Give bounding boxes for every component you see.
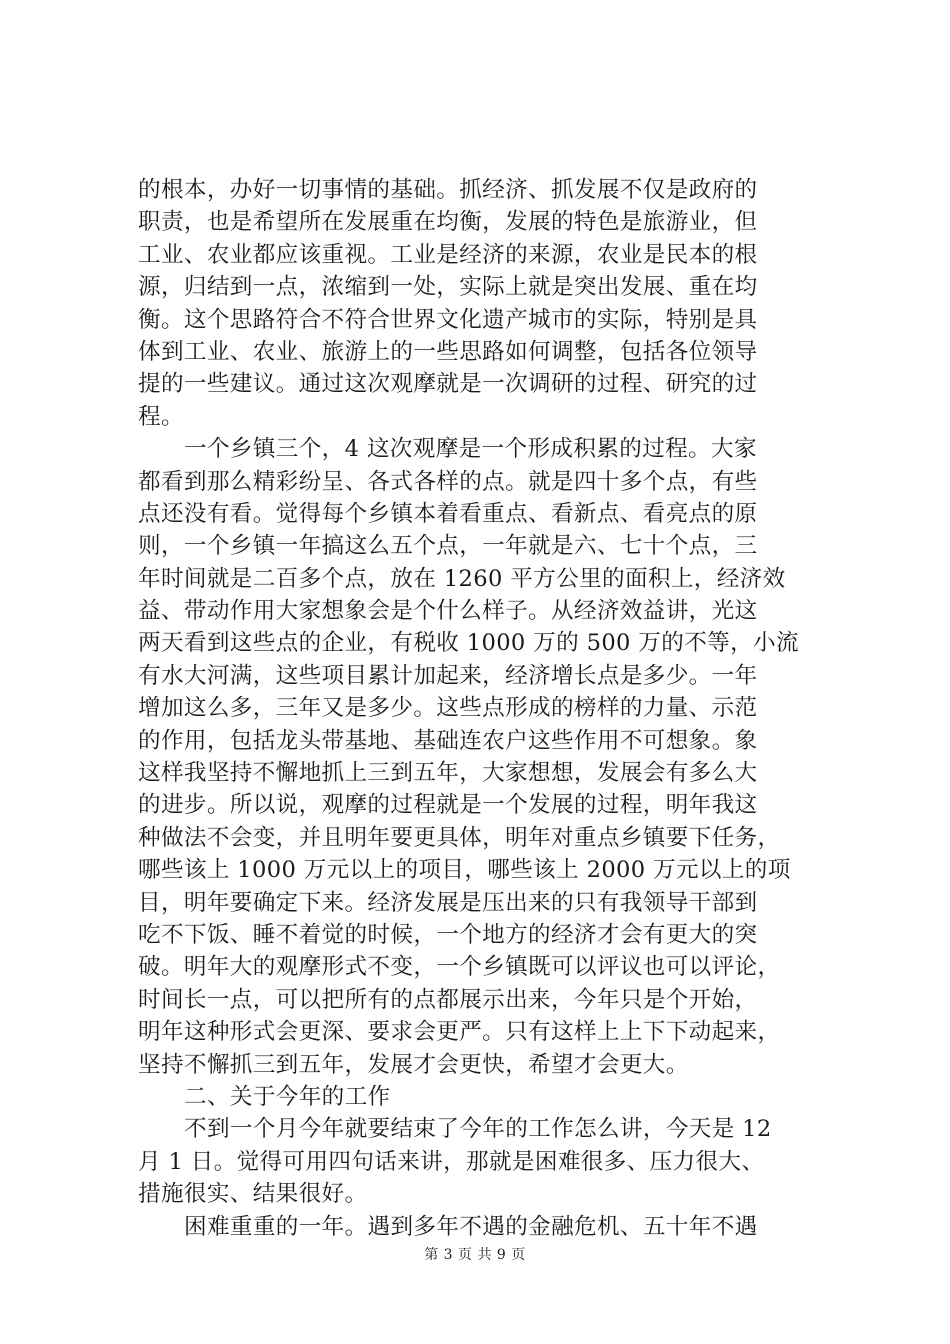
text-line: 这样我坚持不懈地抓上三到五年，大家想想，发展会有多么大	[138, 760, 758, 787]
paragraph-observation	[138, 433, 828, 1081]
text-line: 坚持不懈抓三到五年，发展才会更快，希望才会更大。	[138, 1051, 689, 1078]
text-line: 点还没有看。觉得每个乡镇本着看重点、看新点、看亮点的原	[138, 500, 758, 527]
text-line: 破。明年大的观摩形式不变，一个乡镇既可以评议也可以评论，	[138, 954, 781, 981]
text-line: 则，一个乡镇一年搞这么五个点，一年就是六、七十个点，三	[138, 533, 758, 560]
text-line: 时间长一点，可以把所有的点都展示出来，今年只是个开始，	[138, 986, 758, 1013]
text-line: 的作用，包括龙头带基地、基础连农户这些作用不可想象。象	[138, 727, 758, 754]
text-line: 月 1 日。觉得可用四句话来讲，那就是困难很多、压力很大、	[138, 1148, 765, 1175]
text-line: 有水大河满，这些项目累计加起来，经济增长点是多少。一年	[138, 662, 758, 689]
text-line: 种做法不会变，并且明年要更具体，明年对重点乡镇要下任务，	[138, 824, 781, 851]
text-line: 两天看到这些点的企业，有税收 1000 万的 500 万的不等，小流	[138, 630, 799, 657]
text-line: 增加这么多，三年又是多少。这些点形成的榜样的力量、示范	[138, 695, 758, 722]
text-line: 体到工业、农业、旅游上的一些思路如何调整，包括各位领导	[138, 338, 758, 365]
text-line: 都看到那么精彩纷呈、各式各样的点。就是四十多个点，有些	[138, 468, 758, 495]
paragraph-year-summary	[138, 1113, 828, 1210]
text-line: 的进步。所以说，观摩的过程就是一个发展的过程，明年我这	[138, 792, 758, 819]
text-line: 一个乡镇三个，4 这次观摩是一个形成积累的过程。大家	[184, 436, 757, 463]
text-line: 困难重重的一年。遇到多年不遇的金融危机、五十年不遇	[184, 1213, 758, 1240]
paragraph-difficulties	[138, 1211, 828, 1243]
text-line: 吃不下饭、睡不着觉的时候，一个地方的经济才会有更大的突	[138, 921, 758, 948]
text-line: 职责，也是希望所在发展重在均衡，发展的特色是旅游业，但	[138, 209, 758, 236]
section-heading: 二、关于今年的工作	[184, 1083, 391, 1110]
document-body	[138, 174, 828, 1243]
page-number-footer: 第 3 页 共 9 页	[424, 1247, 526, 1263]
text-line: 年时间就是二百多个点，放在 1260 平方公里的面积上，经济效	[138, 565, 786, 592]
text-line: 程。	[138, 403, 184, 430]
text-line: 益、带动作用大家想象会是个什么样子。从经济效益讲，光这	[138, 598, 758, 625]
text-line: 哪些该上 1000 万元以上的项目，哪些该上 2000 万元以上的项	[138, 857, 791, 884]
text-line: 明年这种形式会更深、要求会更严。只有这样上上下下动起来，	[138, 1019, 781, 1046]
text-line: 提的一些建议。通过这次观摩就是一次调研的过程、研究的过	[138, 371, 758, 398]
text-line: 措施很实、结果很好。	[138, 1181, 368, 1208]
text-line: 工业、农业都应该重视。工业是经济的来源，农业是民本的根	[138, 241, 758, 268]
paragraph-continuation	[138, 174, 828, 433]
text-line: 目，明年要确定下来。经济发展是压出来的只有我领导干部到	[138, 889, 758, 916]
text-line: 源，归结到一点，浓缩到一处，实际上就是突出发展、重在均	[138, 274, 758, 301]
text-line: 的根本，办好一切事情的基础。抓经济、抓发展不仅是政府的	[138, 177, 758, 203]
text-line: 不到一个月今年就要结束了今年的工作怎么讲，今天是 12	[184, 1116, 772, 1143]
text-line: 衡。这个思路符合不符合世界文化遗产城市的实际，特别是具	[138, 306, 758, 333]
